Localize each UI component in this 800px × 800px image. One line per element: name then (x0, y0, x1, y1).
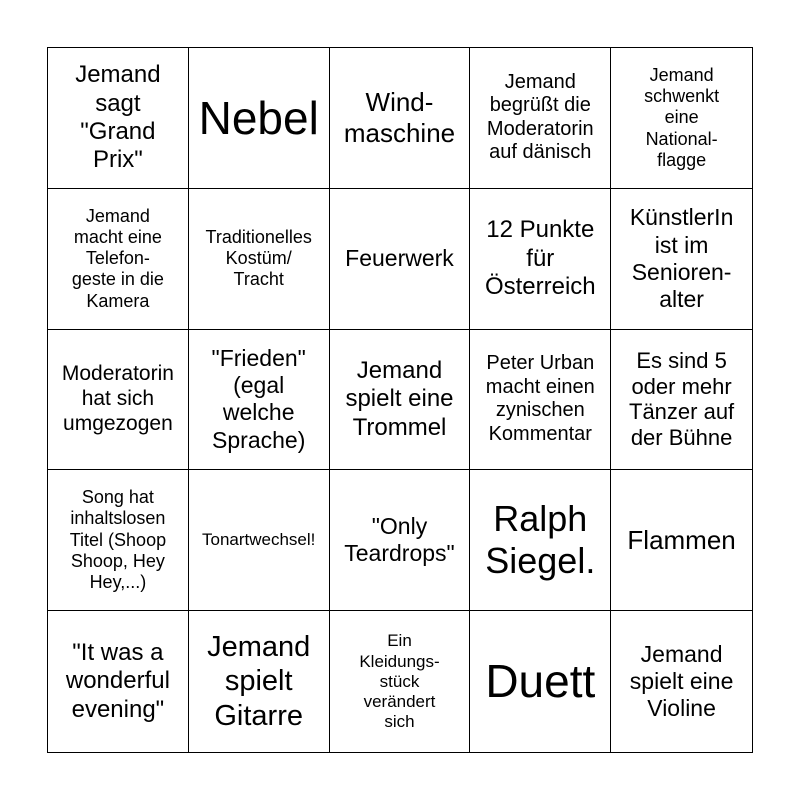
bingo-cell[interactable]: Flammen (611, 470, 752, 611)
bingo-card (47, 47, 753, 753)
bingo-cell[interactable]: Peter Urban macht einen zynischen Kommentar (470, 330, 611, 471)
bingo-cell[interactable]: KünstlerIn ist im Senioren- alter (611, 189, 752, 330)
bingo-cell[interactable]: Feuerwerk (330, 189, 471, 330)
bingo-cell[interactable]: 12 Punkte für Österreich (470, 189, 611, 330)
bingo-cell[interactable]: Jemand spielt Gitarre (189, 611, 330, 752)
bingo-cell[interactable]: Jemand schwenkt eine National- flagge (611, 48, 752, 189)
bingo-cell[interactable]: Nebel (189, 48, 330, 189)
bingo-cell[interactable]: Tonartwechsel! (189, 470, 330, 611)
bingo-cell[interactable]: Traditionelles Kostüm/ Tracht (189, 189, 330, 330)
bingo-cell[interactable]: "Only Teardrops" (330, 470, 471, 611)
bingo-cell[interactable]: Ein Kleidungs- stück verändert sich (330, 611, 471, 752)
bingo-cell[interactable]: Duett (470, 611, 611, 752)
bingo-cell[interactable]: Jemand macht eine Telefon- geste in die Kamera (48, 189, 189, 330)
bingo-cell[interactable]: "Frieden" (egal welche Sprache) (189, 330, 330, 471)
bingo-cell[interactable]: "It was a wonderful evening" (48, 611, 189, 752)
bingo-cell[interactable]: Es sind 5 oder mehr Tänzer auf der Bühne (611, 330, 752, 471)
bingo-cell[interactable]: Jemand sagt "Grand Prix" (48, 48, 189, 189)
bingo-cell[interactable]: Wind- maschine (330, 48, 471, 189)
bingo-cell[interactable]: Moderatorin hat sich umgezogen (48, 330, 189, 471)
bingo-cell[interactable]: Jemand spielt eine Trommel (330, 330, 471, 471)
bingo-cell[interactable]: Song hat inhaltslosen Titel (Shoop Shoop, Hey Hey,...) (48, 470, 189, 611)
bingo-cell[interactable]: Jemand spielt eine Violine (629, 640, 734, 722)
bingo-cell[interactable]: Jemand begrüßt die Moderatorin auf dänisch (470, 48, 611, 189)
bingo-cell[interactable]: Ralph Siegel. (470, 470, 611, 611)
